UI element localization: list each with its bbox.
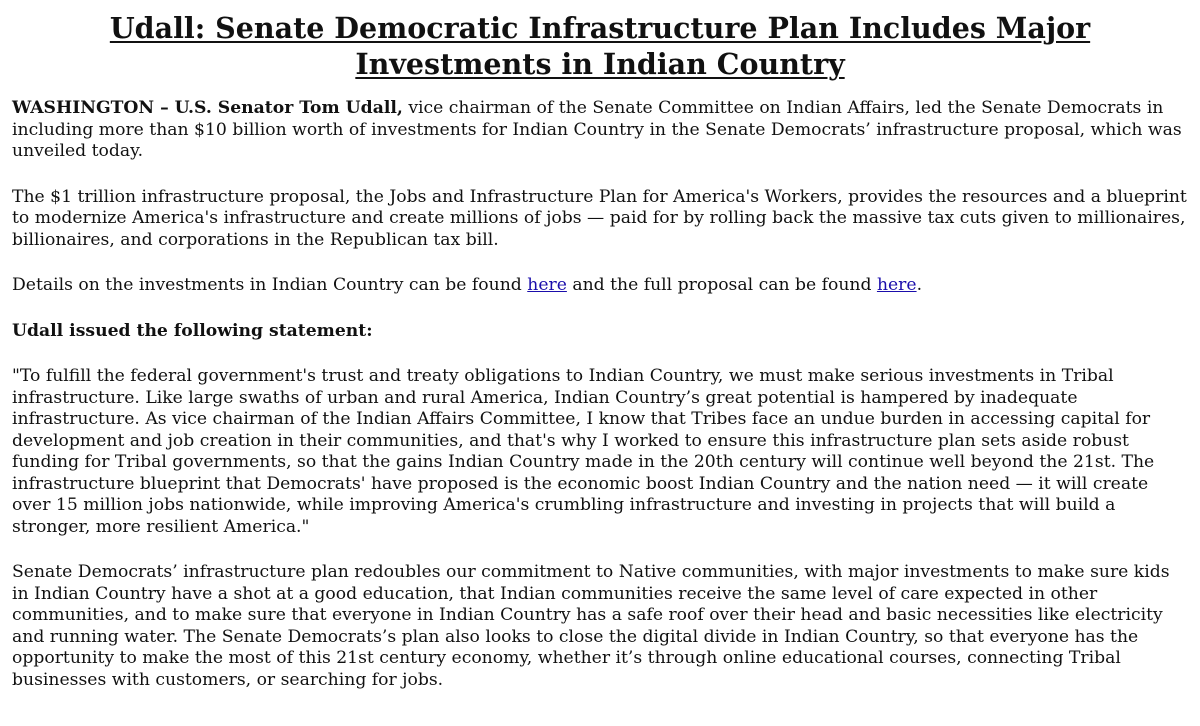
headline-line-2: Investments in Indian Country: [355, 47, 845, 81]
full-proposal-link[interactable]: here: [876, 275, 917, 295]
intro-paragraph: [12, 98, 1188, 163]
details-text-before: Details on the investments in Indian Country can be found: [12, 275, 528, 295]
headline-line-1: Udall: Senate Democratic Infrastructure Plan Includes Major: [109, 11, 1091, 45]
headline: [12, 10, 1188, 82]
statement-heading: [12, 321, 1188, 343]
quote-paragraph: "To fulfill the federal government's trust and treaty obligations to Indian Country, we must make serious investments in Tribal infrastructure. Like large swaths of urban and rural America, Indian Country’s great potential is hampered by inadequate infrastructure. As vice chairman of the Indian Affairs Committee, I know that Tribes face an undue burden in accessing capital for development and job creation in their communities, and that's why I worked to ensure this infrastructure plan sets aside robust funding for Tribal governments, so that the gains Indian Country made in the 20th century will continue well beyond the 21st. The infrastructure blueprint that Democrats' have proposed is the economic boost Indian Country and the nation need — it will create over 15 million jobs nationwide, while improving America's crumbling infrastructure and investing in projects that will build a stronger, more resilient America.": [12, 366, 1155, 537]
closing-paragraph: Senate Democrats’ infrastructure plan redoubles our commitment to Native communities, with major investments to make sure kids in Indian Country have a shot at a good education, that Indian communities receive the same level of care expected in other communities, and to make sure that everyone in Indian Country has a safe roof over their head and basic necessities like electricity and running water. The Senate Democrats’s plan also looks to close the digital divide in Indian Country, so that everyone has the opportunity to make the most of this 21st century economy, whether it’s through online educational courses, connecting Tribal businesses with customers, or searching for jobs.: [12, 562, 1170, 690]
details-text-after: .: [916, 275, 923, 295]
details-paragraph: [12, 275, 1188, 297]
intro-text: vice chairman of the Senate Committee on Indian Affairs, led the Senate Democrats in including more than $10 billion worth of investments for Indian Country in the Senate Democrats’ infrastructure proposal, which was unveiled today.: [12, 98, 1182, 161]
statement-heading-text: Udall issued the following statement:: [12, 320, 373, 341]
dateline: WASHINGTON – U.S. Senator Tom Udall,: [12, 98, 403, 118]
details-text-middle: and the full proposal can be found: [566, 275, 877, 295]
proposal-paragraph: The $1 trillion infrastructure proposal, the Jobs and Infrastructure Plan for America's Workers, provides the resources and a blueprint to modernize America's infrastructure and create millions of jobs — paid for by rolling back the massive tax cuts given to millionaires, billionaires, and corporations in the Republican tax bill.: [12, 186, 1187, 250]
indian-country-details-link[interactable]: here: [527, 275, 567, 295]
